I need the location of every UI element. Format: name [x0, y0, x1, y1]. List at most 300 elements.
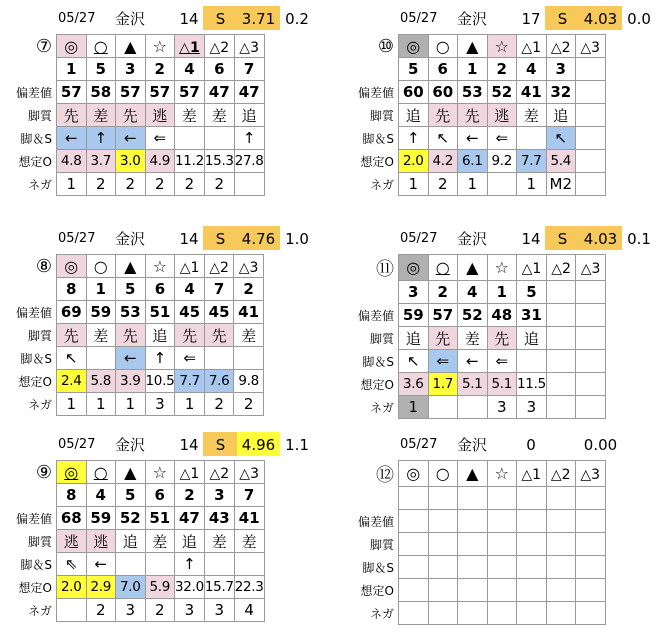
dev-cell: 53: [458, 81, 488, 104]
horse-number-cell: 7: [234, 484, 264, 507]
race-venue: 金沢: [457, 10, 488, 28]
style-cell: 差: [86, 104, 116, 127]
est-cell: 6.1: [458, 150, 488, 173]
race-table: [342, 254, 606, 419]
arrow-cell: ↖: [57, 347, 87, 370]
race-entries: 14: [179, 230, 199, 248]
dev-cell: [517, 510, 547, 533]
row-label: 脚＆S: [362, 560, 394, 575]
mark-cell: [234, 35, 264, 58]
race-entries: 17: [521, 10, 541, 28]
arrow-cell: [145, 553, 175, 576]
neg-cell: 1: [116, 393, 146, 416]
race-number: [342, 255, 399, 281]
arrow-cell: [204, 347, 234, 370]
est-cell: 10.5: [145, 370, 175, 393]
neg-cell: [57, 599, 87, 622]
row-label: ネガ: [369, 177, 394, 192]
row-label: 脚質: [369, 108, 394, 123]
mark-symbol: ☆: [152, 256, 168, 276]
race-value: 0.1: [627, 230, 651, 248]
arrow-cell: [175, 127, 205, 150]
style-cell: 先: [204, 324, 234, 347]
mark-cell: [576, 461, 606, 487]
dev-cell: 57: [428, 304, 458, 327]
mark-symbol: ☆: [494, 464, 509, 483]
neg-cell: [458, 602, 488, 625]
arrow-cell: [204, 553, 234, 576]
race-panel-8: [0, 226, 330, 431]
race-date: 05/27: [58, 437, 96, 452]
style-cell: 先: [57, 324, 87, 347]
horse-number-cell: 3: [116, 58, 146, 81]
race-odds: 3.71: [237, 6, 280, 30]
est-cell: 3.7: [86, 150, 116, 173]
race-table: [342, 460, 606, 625]
race-grade: S: [545, 226, 580, 250]
arrow-cell: ⇐: [145, 127, 175, 150]
dev-cell: 45: [204, 301, 234, 324]
row-label: ネガ: [27, 397, 52, 412]
race-header: [342, 226, 667, 250]
race-date: 05/27: [400, 437, 438, 452]
mark-symbol: △3: [239, 465, 259, 482]
race-date: 05/27: [400, 231, 438, 246]
neg-cell: 1: [57, 173, 87, 196]
row-label: 想定O: [18, 374, 52, 389]
dev-cell: 51: [145, 507, 175, 530]
race-grade: S: [545, 6, 580, 30]
race-grade: [545, 432, 580, 456]
race-value: 1.1: [285, 436, 309, 454]
neg-cell: 3: [204, 599, 234, 622]
style-cell: 逃: [487, 104, 517, 127]
style-cell: 差: [175, 104, 205, 127]
dev-cell: 59: [86, 507, 116, 530]
race-number: [0, 35, 57, 58]
mark-symbol: ▲: [124, 36, 137, 56]
arrow-cell: [234, 553, 264, 576]
neg-cell: 1: [57, 393, 87, 416]
dev-cell: 41: [234, 301, 264, 324]
mark-cell: [517, 35, 547, 58]
mark-symbol: ▲: [466, 258, 479, 277]
mark-cell: [487, 35, 517, 58]
horse-number-cell: 1: [487, 281, 517, 304]
neg-cell: [399, 602, 429, 625]
est-cell: 1.7: [428, 373, 458, 396]
arrow-cell: [517, 556, 547, 579]
horse-number-cell: [458, 487, 488, 510]
mark-symbol: ◎: [406, 258, 421, 277]
est-cell: 5.4: [546, 150, 576, 173]
style-cell: [576, 533, 606, 556]
neg-cell: [458, 396, 488, 419]
horse-number-cell: 4: [86, 484, 116, 507]
dev-cell: 57: [145, 81, 175, 104]
mark-cell: [145, 35, 175, 58]
arrow-cell: ←: [458, 127, 488, 150]
row-label: 偏差値: [15, 305, 52, 320]
dev-cell: 57: [175, 81, 205, 104]
race-number: [0, 255, 57, 278]
race-header: [342, 6, 667, 30]
est-cell: 32.0: [175, 576, 205, 599]
mark-cell: [517, 255, 547, 281]
neg-cell: 2: [204, 393, 234, 416]
race-odds: 4.03: [579, 6, 622, 30]
est-cell: 27.8: [234, 150, 264, 173]
dev-cell: 45: [175, 301, 205, 324]
neg-row: [0, 393, 263, 416]
neg-cell: 2: [86, 599, 116, 622]
horse-number-cell: 4: [458, 281, 488, 304]
style-cell: 追: [517, 327, 547, 350]
neg-cell: [428, 602, 458, 625]
mark-symbol: ☆: [152, 462, 167, 482]
row-label: 想定O: [18, 580, 52, 595]
neg-row: [0, 173, 264, 196]
style-cell: 先: [458, 104, 488, 127]
neg-cell: M2: [546, 173, 576, 196]
neg-row: [0, 599, 264, 622]
est-cell: [576, 150, 606, 173]
horse-number-cell: 5: [517, 281, 547, 304]
arrow-cell: ⇐: [487, 350, 517, 373]
style-cell: 追: [234, 104, 264, 127]
horse-number-cell: 4: [175, 278, 205, 301]
horse-number-cell: 6: [204, 58, 234, 81]
arrow-cell: ←: [116, 347, 146, 370]
dev-cell: 32: [546, 81, 576, 104]
dev-row: [342, 81, 605, 104]
arrow-cell: ↖: [546, 127, 576, 150]
est-cell: [428, 579, 458, 602]
race-odds: 0.00: [583, 436, 618, 454]
horse-number-cell: [576, 281, 606, 304]
horse-number-cell: 8: [57, 484, 87, 507]
row-label: 想定O: [18, 154, 52, 169]
horse-number-cell: 4: [517, 58, 547, 81]
arrow-cell: [86, 347, 116, 370]
race-table: [0, 34, 265, 196]
row-label: 脚＆S: [20, 351, 52, 366]
mark-symbol: ○: [435, 258, 450, 277]
est-cell: 3.9: [116, 370, 146, 393]
marks-row: [0, 35, 264, 58]
horse-number-cell: 5: [86, 58, 116, 81]
style-cell: 先: [487, 327, 517, 350]
neg-cell: [234, 173, 264, 196]
row-label: ネガ: [369, 400, 394, 415]
arrow-cell: [576, 556, 606, 579]
arrow-cell: [517, 350, 547, 373]
race-odds: 4.96: [237, 432, 280, 456]
neg-cell: [428, 396, 458, 419]
est-row: [342, 579, 605, 602]
neg-cell: 4: [234, 599, 264, 622]
mark-cell: [458, 461, 488, 487]
neg-cell: [517, 602, 547, 625]
style-cell: [399, 533, 429, 556]
marks-row: [0, 461, 264, 484]
arrow-row: [342, 556, 605, 579]
mark-cell: [57, 35, 87, 58]
est-cell: 3.6: [399, 373, 429, 396]
est-cell: [576, 373, 606, 396]
mark-symbol: △1: [521, 39, 542, 56]
style-cell: [517, 533, 547, 556]
est-cell: 5.1: [487, 373, 517, 396]
race-header: [0, 6, 325, 30]
est-row: [342, 150, 605, 173]
row-label: 脚質: [27, 534, 52, 549]
race-venue: 金沢: [115, 436, 146, 454]
dev-row: [342, 304, 605, 327]
dev-cell: 41: [517, 81, 547, 104]
dev-cell: 68: [57, 507, 87, 530]
est-cell: 5.1: [458, 373, 488, 396]
row-label: 脚＆S: [362, 131, 394, 146]
row-label: 脚質: [369, 537, 394, 552]
arrow-cell: ↑: [175, 553, 205, 576]
est-cell: 11.5: [517, 373, 547, 396]
dev-cell: 52: [487, 81, 517, 104]
row-label: 想定O: [360, 154, 394, 169]
mark-symbol: △1: [521, 261, 542, 277]
race-table: [0, 254, 264, 416]
neg-cell: 2: [86, 173, 116, 196]
race-value: 0.0: [627, 10, 651, 28]
horse-number-cell: [487, 487, 517, 510]
est-cell: [546, 373, 576, 396]
horse-number-cell: [576, 58, 606, 81]
dev-cell: [458, 510, 488, 533]
est-cell: 15.7: [204, 576, 234, 599]
neg-cell: 2: [145, 173, 175, 196]
dev-cell: 59: [86, 301, 116, 324]
horse-number-cell: 1: [57, 58, 87, 81]
race-number: [342, 35, 399, 58]
mark-cell: [458, 255, 488, 281]
race-number-label: ⑦: [35, 35, 52, 57]
horse-number-cell: 3: [399, 281, 429, 304]
row-label: 偏差値: [15, 511, 52, 526]
horse-number-cell: [517, 487, 547, 510]
mark-symbol: ○: [93, 256, 108, 276]
row-label: ネガ: [27, 177, 52, 192]
dev-cell: [576, 304, 606, 327]
mark-symbol: ◎: [64, 36, 79, 56]
marks-row: [342, 35, 605, 58]
horse-number-cell: 5: [116, 484, 146, 507]
neg-cell: 1: [175, 393, 205, 416]
style-cell: 先: [428, 327, 458, 350]
mark-cell: [204, 461, 234, 484]
horse-number-cell: [546, 487, 576, 510]
mark-symbol: ▲: [466, 464, 479, 483]
row-label: ネガ: [27, 603, 52, 618]
horse-number-cell: [399, 487, 429, 510]
mark-symbol: △2: [209, 465, 230, 482]
mark-cell: [399, 461, 429, 487]
horse-number-cell: 1: [86, 278, 116, 301]
arrow-cell: ↑: [399, 127, 429, 150]
mark-cell: [57, 461, 87, 484]
arrow-cell: ⇐: [428, 350, 458, 373]
row-label: ネガ: [369, 606, 394, 621]
race-table: [0, 460, 265, 622]
est-cell: [546, 579, 576, 602]
style-cell: 先: [116, 104, 146, 127]
race-date: 05/27: [400, 11, 438, 26]
dev-cell: 52: [458, 304, 488, 327]
race-number-label: ⑩: [377, 35, 394, 57]
horse-number-row: [0, 484, 264, 507]
arrow-cell: ⇐: [487, 127, 517, 150]
neg-cell: [576, 173, 606, 196]
race-number-label: ⑫: [376, 464, 394, 486]
race-header: [342, 432, 667, 456]
neg-cell: 1: [399, 173, 429, 196]
race-odds: 4.76: [237, 226, 280, 250]
race-number: [342, 461, 399, 487]
style-cell: 逃: [145, 104, 175, 127]
mark-cell: [57, 255, 87, 278]
mark-cell: [458, 35, 488, 58]
dev-row: [0, 301, 263, 324]
arrow-cell: [487, 556, 517, 579]
horse-number-cell: 3: [204, 484, 234, 507]
race-value: [623, 432, 655, 456]
race-panel-12: [342, 432, 668, 637]
neg-cell: 1: [86, 393, 116, 416]
dev-cell: [576, 81, 606, 104]
arrow-cell: [576, 127, 606, 150]
race-header: [0, 432, 325, 456]
neg-cell: 2: [116, 173, 146, 196]
dev-cell: 60: [399, 81, 429, 104]
style-cell: [428, 533, 458, 556]
race-number: [0, 461, 57, 484]
race-entries: 14: [179, 436, 199, 454]
arrow-row: [0, 347, 263, 370]
neg-cell: [576, 396, 606, 419]
est-cell: 2.0: [57, 576, 87, 599]
horse-number-cell: 2: [487, 58, 517, 81]
race-number-label: ⑨: [35, 461, 52, 483]
mark-symbol: △2: [551, 261, 571, 277]
dev-cell: 59: [399, 304, 429, 327]
est-cell: 7.7: [517, 150, 547, 173]
horse-number-cell: [428, 487, 458, 510]
arrow-row: [342, 350, 605, 373]
est-cell: [576, 579, 606, 602]
dev-cell: 48: [487, 304, 517, 327]
style-row: [0, 324, 263, 347]
neg-cell: 3: [175, 599, 205, 622]
dev-cell: 51: [145, 301, 175, 324]
mark-symbol: △1: [179, 39, 200, 56]
race-entries: 14: [521, 230, 541, 248]
style-cell: [487, 533, 517, 556]
style-cell: 差: [145, 530, 175, 553]
race-venue: 金沢: [115, 10, 146, 28]
style-cell: 先: [428, 104, 458, 127]
style-cell: 追: [175, 530, 205, 553]
style-row: [342, 104, 605, 127]
arrow-cell: ↖: [428, 127, 458, 150]
style-cell: 差: [204, 104, 234, 127]
arrow-cell: ⇖: [57, 553, 87, 576]
neg-row: [342, 396, 605, 419]
mark-cell: [86, 255, 116, 278]
dev-cell: 43: [204, 507, 234, 530]
row-label: 脚＆S: [362, 354, 394, 369]
race-panel-7: [0, 6, 330, 211]
mark-cell: [428, 35, 458, 58]
mark-cell: [399, 35, 429, 58]
neg-cell: 3: [116, 599, 146, 622]
mark-symbol: △2: [209, 39, 230, 56]
dev-cell: 58: [86, 81, 116, 104]
est-cell: 4.8: [57, 150, 87, 173]
race-venue: 金沢: [457, 436, 488, 454]
mark-cell: [116, 35, 146, 58]
horse-number-cell: 7: [234, 58, 264, 81]
mark-symbol: △2: [550, 467, 571, 483]
horse-number-cell: 6: [428, 58, 458, 81]
est-cell: [458, 579, 488, 602]
dev-cell: 69: [57, 301, 87, 324]
row-label: 偏差値: [357, 308, 394, 323]
dev-cell: 52: [116, 507, 146, 530]
style-cell: 先: [57, 104, 87, 127]
arrow-row: [342, 127, 605, 150]
mark-cell: [86, 35, 116, 58]
horse-number-cell: [546, 281, 576, 304]
neg-cell: 1: [458, 173, 488, 196]
arrow-cell: ⇐: [175, 347, 205, 370]
race-entries: 14: [179, 10, 199, 28]
horse-number-row: [342, 487, 605, 510]
row-label: 脚質: [27, 108, 52, 123]
mark-symbol: △3: [580, 467, 601, 483]
neg-cell: 1: [399, 396, 429, 419]
mark-symbol: ☆: [494, 258, 509, 277]
est-cell: [399, 579, 429, 602]
mark-cell: [546, 255, 576, 281]
dev-cell: 53: [116, 301, 146, 324]
mark-cell: [428, 255, 458, 281]
dev-cell: [546, 510, 576, 533]
row-label: 想定O: [360, 583, 394, 598]
arrow-cell: [576, 350, 606, 373]
est-cell: 2.0: [399, 150, 429, 173]
style-cell: [458, 533, 488, 556]
est-cell: 2.4: [57, 370, 87, 393]
race-table: [342, 34, 606, 196]
mark-symbol: ○: [93, 462, 108, 482]
arrow-cell: ←: [458, 350, 488, 373]
est-cell: 22.3: [234, 576, 264, 599]
dev-cell: 31: [517, 304, 547, 327]
est-cell: 7.6: [204, 370, 234, 393]
style-cell: [576, 104, 606, 127]
dev-cell: 47: [204, 81, 234, 104]
race-number-label: ⑪: [376, 258, 394, 280]
dev-cell: 47: [234, 81, 264, 104]
